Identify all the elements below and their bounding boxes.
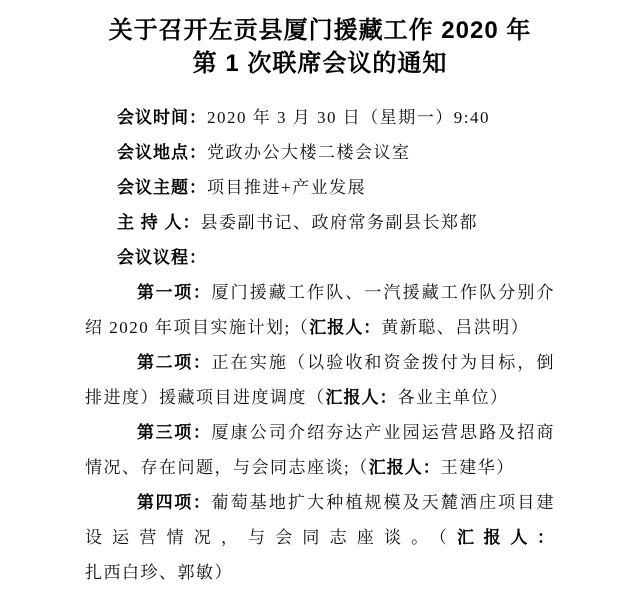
meeting-place-value: 党政办公大楼二楼会议室 [207,143,411,162]
agenda-item-4 [85,485,555,590]
agenda-item-1-reporter-label: 汇报人： [309,318,382,337]
document-title [85,14,555,80]
agenda-item-3-number: 第三项： [137,423,212,442]
agenda-item-3 [85,415,555,485]
agenda-item-1 [85,275,555,345]
meeting-theme-value: 项目推进+产业发展 [207,178,367,197]
agenda-item-1-reporters: 黄新聪、吕洪明） [381,318,530,337]
agenda-item-2-number: 第二项： [137,353,212,372]
agenda-item-4-reporter-label: 汇报人： [456,528,556,547]
title-line-2: 第 1 次联席会议的通知 [192,50,448,77]
meeting-host-value: 县委副书记、政府常务副县长郑都 [200,213,478,232]
meeting-host-line [117,205,555,240]
agenda-item-1-number: 第一项： [137,283,212,302]
meeting-host-label: 主 持 人： [117,213,201,232]
agenda-item-2-reporters: 各业主单位） [397,388,509,407]
agenda-item-3-text: 厦康公司介绍夯达产业园运营思路及招商情况、存在问题，与会同志座谈;（ [85,423,556,477]
meeting-time-label: 会议时间： [117,108,207,127]
meeting-place-line [117,135,555,170]
agenda-item-4-reporters: 扎西白珍、郭敏） [85,563,233,582]
meeting-theme-label: 会议主题： [117,178,207,197]
meeting-meta-section [85,100,555,275]
agenda-item-2-text: 正在实施（以验收和资金拨付为目标，倒排进度）援藏项目进度调度（ [85,353,556,407]
agenda-item-4-text: 葡萄基地扩大种植规模及天麓酒庄项目建设运营情况，与会同志座谈。（ [85,493,556,547]
meeting-agenda-heading-line [117,240,555,275]
agenda-item-2-reporter-label: 汇报人： [325,388,398,407]
agenda-item-2 [85,345,555,415]
meeting-time-line [117,100,555,135]
meeting-agenda-label: 会议议程： [117,248,207,267]
agenda-section [85,275,555,590]
title-line-1: 关于召开左贡县厦门援藏工作 2020 年 [108,17,532,44]
agenda-item-1-text: 厦门援藏工作队、一汽援藏工作队分别介绍 2020 年项目实施计划;（ [85,283,556,337]
agenda-item-4-number: 第四项： [137,493,212,512]
agenda-item-3-reporter-label: 汇报人： [368,458,441,477]
agenda-item-3-reporters: 王建华） [440,458,515,477]
meeting-time-value: 2020 年 3 月 30 日（星期一）9:40 [207,108,490,127]
meeting-place-label: 会议地点： [117,143,207,162]
meeting-theme-line [117,170,555,205]
